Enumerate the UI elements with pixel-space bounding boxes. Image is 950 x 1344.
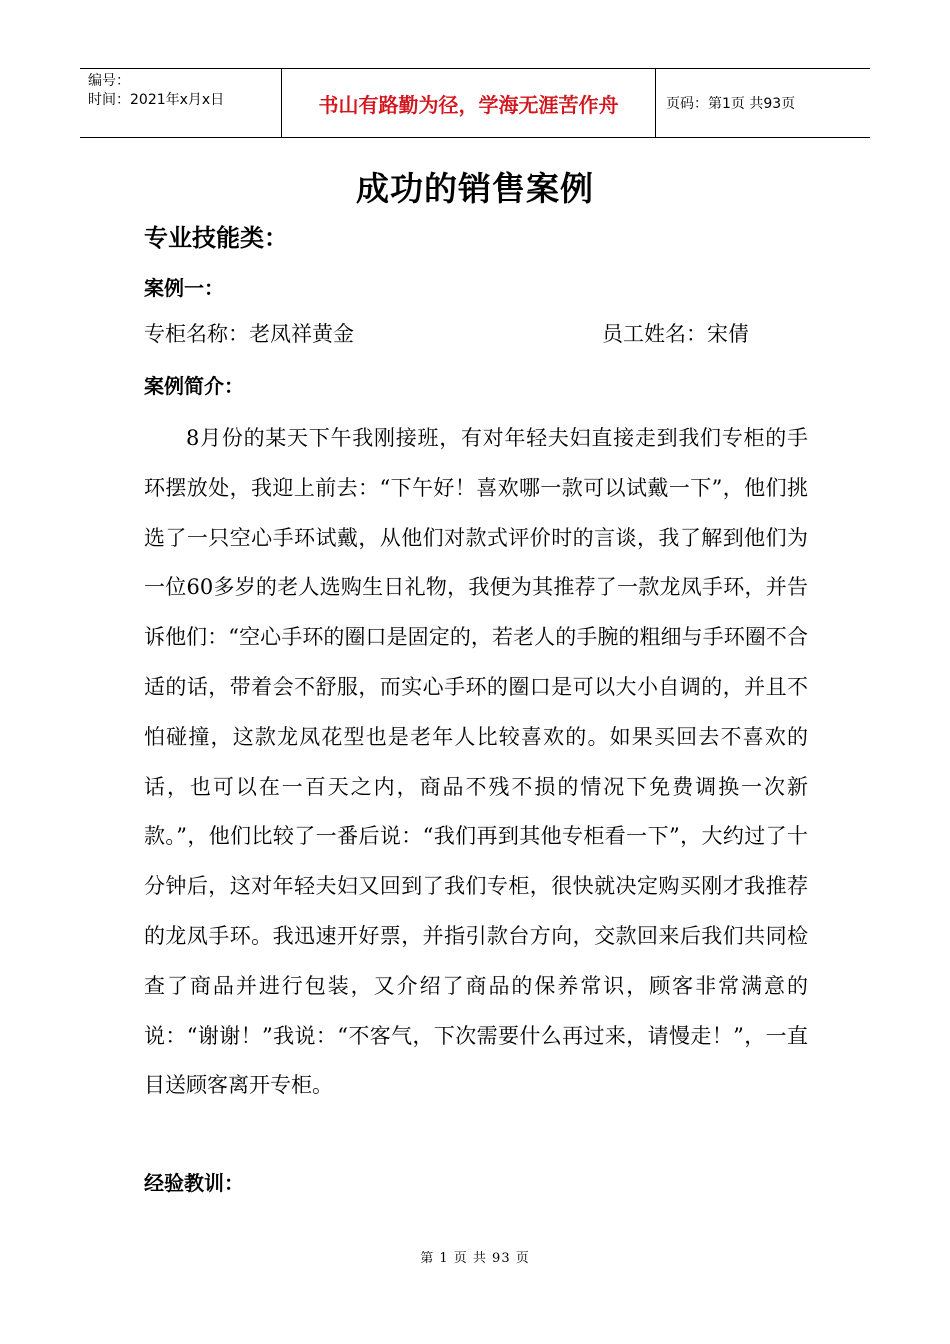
document-title: 成功的销售案例 bbox=[356, 169, 594, 208]
header-motto: 书山有路勤为径，学海无涯苦作舟 bbox=[282, 69, 656, 137]
header-meta bbox=[80, 69, 282, 137]
section-heading-case: 案例一： bbox=[144, 276, 224, 300]
page-header bbox=[80, 68, 870, 138]
header-page-info: 页码：第1页 共93页 bbox=[666, 96, 796, 112]
page-footer: 第 1 页 共 93 页 bbox=[420, 1251, 530, 1266]
case-body-paragraph: 8月份的某天下午我刚接班，有对年轻夫妇直接走到我们专柜的手环摆放处，我迎上前去：“下午好！喜欢哪一款可以试戴一下”，他们挑选了一只空心手环试戴，从他们对款式评价时的言谈，我了解到他们为一位60多岁的老人选购生日礼物，我便为其推荐了一款龙凤手环，并告诉他们：“空心手环的圈口是固定的，若老人的手腕的粗细与手环圈不合适的话，带着会不舒服，而实心手环的圈口是可以大小自调的，并且不怕碰撞，这款龙凤花型也是老年人比较喜欢的。如果买回去不喜欢的话，也可以在一百天之内，商品不残不损的情况下免费调换一次新款。”，他们比较了一番后说：“我们再到其他专柜看一下”，大约过了十分钟后，这对年轻夫妇又回到了我们专柜，很快就决定购买刚才我推荐的龙凤手环。我迅速开好票，并指引款台方向，交款回来后我们共同检查了商品并进行包装，又介绍了商品的保养常识，顾客非常满意的说：“谢谢！”我说：“不客气，下次需要什么再过来，请慢走！”，一直目送顾客离开专柜。 bbox=[144, 426, 808, 1098]
section-heading-skill: 专业技能类： bbox=[144, 224, 288, 252]
document-time-label: 时间：2021年x月x日 bbox=[88, 92, 225, 108]
employee-name: 员工姓名：宋倩 bbox=[602, 322, 749, 346]
document-number-label: 编号： bbox=[88, 73, 130, 89]
section-heading-lesson: 经验教训： bbox=[144, 1171, 244, 1195]
section-heading-intro: 案例简介： bbox=[144, 374, 244, 398]
counter-name: 专柜名称：老凤祥黄金 bbox=[144, 322, 354, 346]
